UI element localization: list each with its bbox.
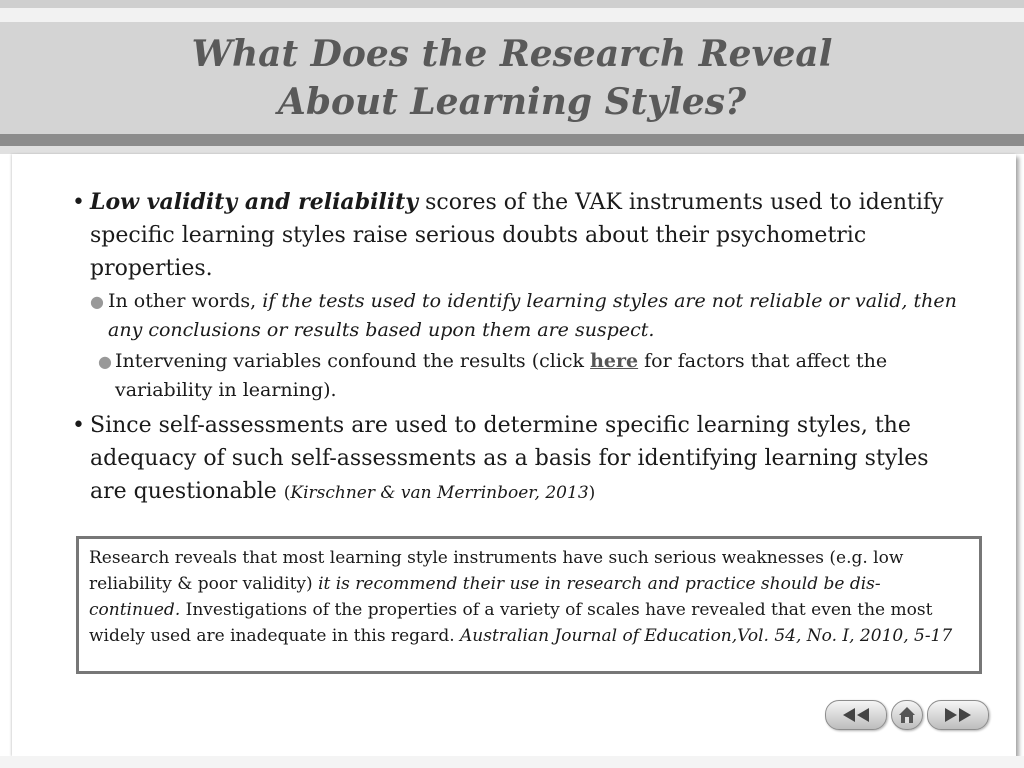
title-line-2: About Learning Styles? bbox=[277, 81, 747, 123]
quote-text-2: Investigations of the properties of a variety of scales have revealed that even the most widely used are inadequate in this regard. bbox=[89, 600, 933, 646]
title-underline-light bbox=[0, 146, 1024, 154]
top-strip bbox=[0, 0, 1024, 8]
previous-button[interactable] bbox=[825, 700, 887, 730]
quote-italic-1: it is recommend their use in research and practice should be dis-continued. bbox=[89, 574, 881, 620]
bullet-2 bbox=[72, 409, 972, 510]
bullet-list bbox=[72, 186, 972, 510]
sub-bullet-1-italic: if the tests used to identify learning styles are not reliable or valid, then any conclusions or results based upon them are suspect. bbox=[108, 290, 957, 341]
sub-bullet-1 bbox=[72, 287, 972, 345]
top-strip-light bbox=[0, 8, 1024, 22]
bullet-dot: • bbox=[72, 190, 85, 215]
previous-icon bbox=[841, 708, 871, 722]
citation-open: ( bbox=[283, 483, 291, 503]
sub-bullet-2-before: Intervening variables confound the results (click bbox=[115, 350, 591, 372]
title-underline-bar bbox=[0, 134, 1024, 146]
citation-close: ) bbox=[588, 483, 596, 503]
next-button[interactable] bbox=[927, 700, 989, 730]
sub-bullet-dot: ● bbox=[90, 292, 104, 311]
bullet-1-emphasis: Low validity and reliability bbox=[90, 189, 419, 215]
research-quote-box bbox=[76, 536, 982, 674]
bullet-2-text: Since self-assessments are used to determine specific learning styles, the adequacy of such self-assessments as a basis for identifying learning styles are questionable bbox=[90, 413, 929, 504]
next-icon bbox=[943, 708, 973, 722]
home-button[interactable] bbox=[891, 700, 923, 730]
sub-bullet-1-lead: In other words, bbox=[108, 290, 263, 312]
quote-source: Australian Journal of Education,Vol. 54, No. I, 2010, 5-17 bbox=[460, 626, 953, 646]
quote-text-1: Research reveals that most learning style instruments have such serious weaknesses (e.g. low reliability & poor validity) bbox=[89, 548, 904, 594]
title-line-1: What Does the Research Reveal bbox=[191, 33, 833, 75]
here-link[interactable]: here bbox=[590, 350, 639, 372]
bullet-1 bbox=[72, 186, 972, 285]
home-icon bbox=[898, 706, 916, 724]
bullet-1-text: scores of the VAK instruments used to identify specific learning styles raise serious doubts about their psychometric properties. bbox=[90, 190, 944, 281]
bottom-shade bbox=[0, 756, 1024, 768]
sub-bullet-dot: ● bbox=[98, 352, 112, 371]
page-title bbox=[0, 30, 1024, 126]
sub-bullet-2-after: for factors that affect the variability in learning). bbox=[115, 350, 888, 401]
sub-bullet-2 bbox=[72, 347, 972, 405]
citation: Kirschner & van Merrinboer, 2013 bbox=[290, 483, 589, 503]
bullet-dot: • bbox=[72, 413, 85, 438]
